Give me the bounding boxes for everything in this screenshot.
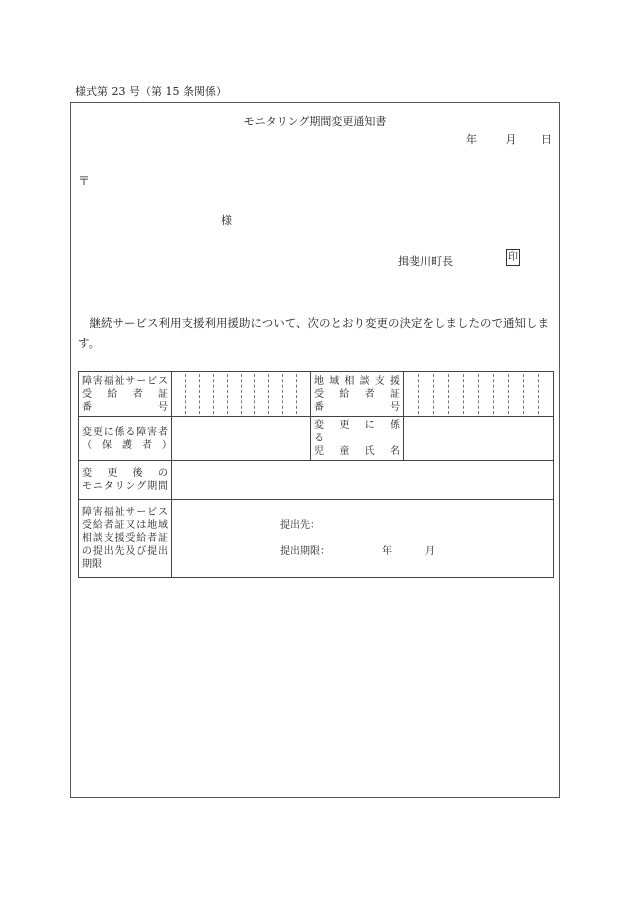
recipient-number-label bbox=[79, 372, 172, 417]
label-line: の提出先及び提出 bbox=[82, 546, 168, 557]
form-number: 様式第 23 号（第 15 条関係） bbox=[75, 85, 227, 98]
person-label bbox=[79, 417, 172, 461]
consultation-number-digits[interactable] bbox=[404, 372, 554, 417]
label-line: 障害福祉サービス bbox=[82, 507, 168, 518]
label-line: 期限 bbox=[82, 559, 102, 570]
label-line: モニタリング期間 bbox=[82, 481, 168, 492]
deadline-month: 月 bbox=[425, 545, 435, 557]
digit-boxes bbox=[172, 374, 310, 414]
notice-body-text: 継続サービス利用支援利用援助について、次のとおり変更の決定をしましたので通知します。 bbox=[78, 316, 550, 350]
label-line: 受 給 者 証 bbox=[314, 388, 400, 400]
label-line: 変 更 に 係 る bbox=[314, 420, 410, 444]
deadline-label: 提出期限： bbox=[280, 545, 330, 557]
consultation-number-label bbox=[311, 372, 404, 417]
document-title: モニタリング期間変更通知書 bbox=[243, 115, 387, 128]
seal-mark: 印 bbox=[506, 249, 520, 266]
postal-mark: 〒 bbox=[78, 174, 91, 188]
monitoring-period-field[interactable] bbox=[172, 461, 554, 500]
deadline-year: 年 bbox=[382, 545, 392, 557]
table-row bbox=[79, 461, 554, 500]
label-line: 変更に係る障害者 bbox=[82, 426, 168, 438]
child-name-field[interactable] bbox=[404, 417, 554, 461]
submit-to-label: 提出先： bbox=[280, 519, 320, 531]
recipient-number-digits[interactable] bbox=[172, 372, 311, 417]
notice-table bbox=[78, 371, 554, 578]
deadline-line bbox=[172, 543, 553, 561]
table-row bbox=[79, 372, 554, 417]
submission-field[interactable] bbox=[172, 500, 554, 578]
label-line: 受給者証又は地域 bbox=[82, 520, 168, 531]
label-line: 番 号 bbox=[82, 401, 168, 413]
label-line: 地域相談支援 bbox=[314, 375, 400, 387]
label-line: 受 給 者 証 bbox=[82, 388, 168, 400]
person-field[interactable] bbox=[172, 417, 311, 461]
label-line: 障害福祉サービス bbox=[82, 375, 168, 387]
submit-to-line bbox=[172, 517, 553, 535]
digit-boxes bbox=[404, 374, 553, 414]
issuer-name: 揖斐川町長 bbox=[398, 255, 453, 268]
date-line bbox=[441, 131, 552, 147]
date-year: 年 bbox=[466, 133, 477, 146]
label-line: 児 童 氏 名 bbox=[314, 446, 400, 457]
document-frame bbox=[70, 102, 560, 798]
table-row bbox=[79, 500, 554, 578]
table-row bbox=[79, 417, 554, 461]
date-day: 日 bbox=[541, 133, 552, 146]
label-line: 番 号 bbox=[314, 401, 400, 413]
monitoring-period-label bbox=[79, 461, 172, 500]
child-name-label bbox=[311, 417, 410, 461]
submission-label bbox=[79, 500, 172, 578]
label-line: 相談支援受給者証 bbox=[82, 533, 168, 544]
date-month: 月 bbox=[505, 133, 517, 146]
label-line: 変 更 後 の bbox=[82, 468, 168, 479]
label-line: （ 保 護 者 ） bbox=[82, 439, 172, 451]
addressee-suffix: 様 bbox=[221, 214, 232, 227]
